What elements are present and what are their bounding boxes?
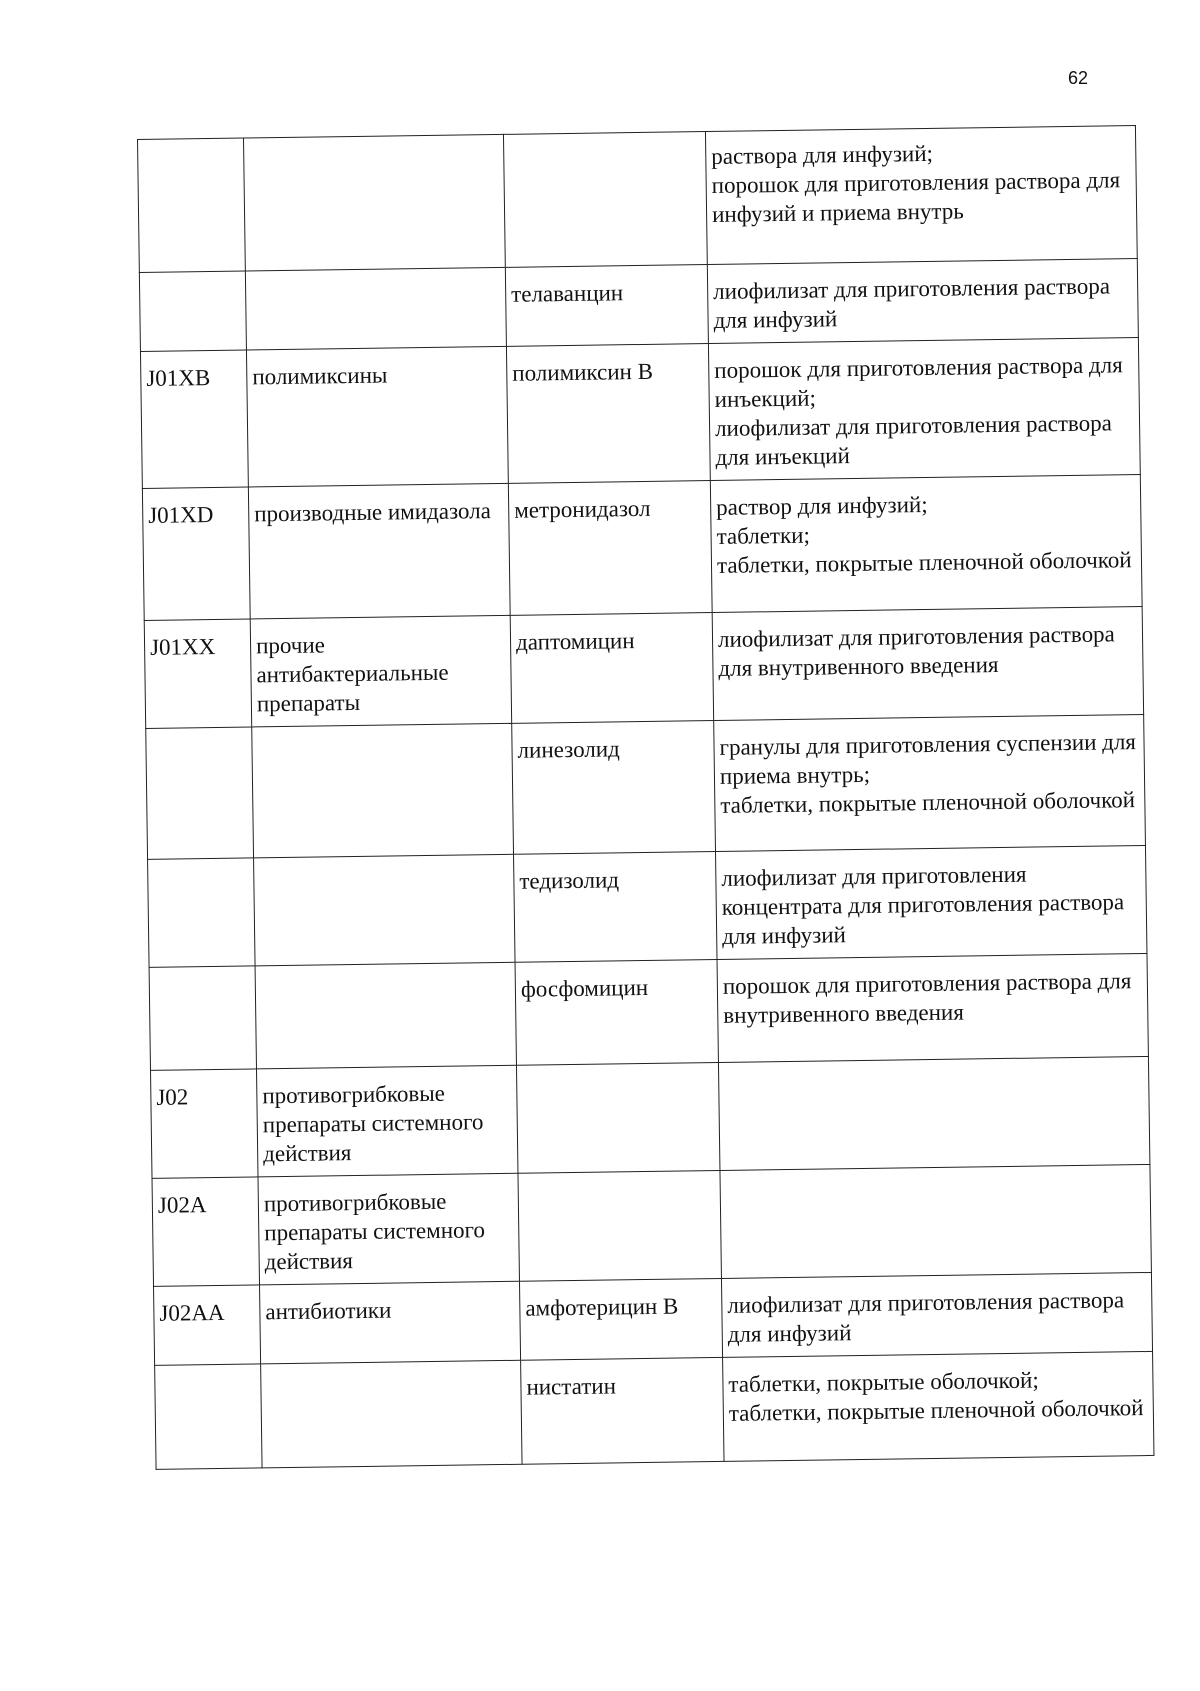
table-row — [142, 475, 1142, 621]
atc-code-cell: J01XX — [144, 619, 251, 728]
drug-name-cell: нистатин — [521, 1357, 724, 1464]
atc-code-cell — [139, 271, 246, 351]
group-name-cell — [261, 1360, 522, 1468]
table-row — [149, 953, 1148, 1070]
table-row — [155, 1351, 1154, 1469]
atc-code-cell — [149, 966, 256, 1070]
dosage-forms-cell: гранулы для приготовления суспензии для приема внутрь; таблетки, покрытые пленочной оболочкой — [714, 715, 1146, 852]
group-name-cell — [252, 723, 514, 858]
atc-code-cell: J01XD — [142, 487, 250, 620]
dosage-forms-cell — [720, 1164, 1151, 1278]
table-row — [152, 1164, 1151, 1286]
group-name-cell: прочие антибактериальные препараты — [250, 615, 511, 727]
atc-code-cell — [138, 138, 246, 272]
drug-table — [137, 125, 1154, 1470]
atc-code-cell: J01XB — [140, 350, 248, 488]
drug-name-cell: даптомицин — [510, 613, 713, 724]
table-row — [144, 607, 1143, 729]
table-row — [138, 126, 1138, 273]
atc-code-cell: J02A — [152, 1177, 259, 1286]
group-name-cell: полимиксины — [246, 346, 508, 487]
dosage-forms-cell: раствор для инфузий; таблетки; таблетки, покрытые пленочной оболочкой — [710, 475, 1142, 613]
table-row — [154, 1272, 1153, 1365]
dosage-forms-cell: порошок для приготовления раствора для внутривенного введения — [717, 953, 1148, 1062]
table-row — [139, 259, 1138, 352]
atc-code-cell — [155, 1364, 262, 1469]
drug-table-container — [137, 125, 1154, 1470]
group-name-cell: противогрибковые препараты системного действия — [258, 1173, 519, 1285]
dosage-forms-cell: лиофилизат для приготовления раствора для инфузий — [707, 259, 1138, 344]
page-number: 62 — [1068, 68, 1089, 88]
group-name-cell: производные имидазола — [248, 483, 510, 619]
atc-code-cell — [148, 858, 255, 967]
drug-name-cell: полимиксин В — [506, 344, 710, 484]
group-name-cell: противогрибковые препараты системного действия — [256, 1065, 517, 1177]
dosage-forms-cell: лиофилизат для приготовления концентрата для приготовления раствора для инфузий — [716, 845, 1147, 959]
dosage-forms-cell: лиофилизат для приготовления раствора для внутривенного введения — [712, 607, 1143, 721]
group-name-cell — [255, 962, 516, 1069]
dosage-forms-cell: раствора для инфузий; порошок для приготовления раствора для инфузий и приема внутрь — [705, 126, 1137, 265]
atc-code-cell: J02AA — [154, 1285, 261, 1365]
dosage-forms-cell — [718, 1056, 1149, 1170]
table-row — [146, 715, 1146, 860]
dosage-forms-cell: порошок для приготовления раствора для инъекций; лиофилизат для приготовления раствора для инъекций — [708, 338, 1140, 481]
atc-code-cell — [146, 727, 254, 859]
group-name-cell — [254, 854, 515, 966]
drug-name-cell: линезолид — [512, 721, 716, 855]
dosage-forms-cell: лиофилизат для приготовления раствора для инфузий — [721, 1272, 1152, 1357]
table-row — [148, 845, 1147, 967]
group-name-cell — [245, 267, 506, 350]
group-name-cell — [243, 134, 505, 271]
group-name-cell: антибиотики — [260, 1281, 521, 1364]
drug-name-cell: амфотерицин В — [519, 1278, 722, 1360]
drug-name-cell — [518, 1170, 721, 1281]
dosage-forms-cell: таблетки, покрытые оболочкой; таблетки, покрытые пленочной оболочкой — [723, 1351, 1154, 1461]
drug-name-cell: фосфомицин — [515, 959, 718, 1065]
drug-name-cell: телаванцин — [505, 265, 708, 347]
table-row — [151, 1056, 1150, 1178]
drug-name-cell — [503, 132, 707, 268]
atc-code-cell: J02 — [151, 1069, 258, 1178]
drug-name-cell — [516, 1062, 719, 1173]
drug-name-cell: метронидазол — [508, 481, 712, 616]
table-row — [140, 338, 1140, 489]
drug-name-cell: тедизолид — [514, 851, 717, 962]
